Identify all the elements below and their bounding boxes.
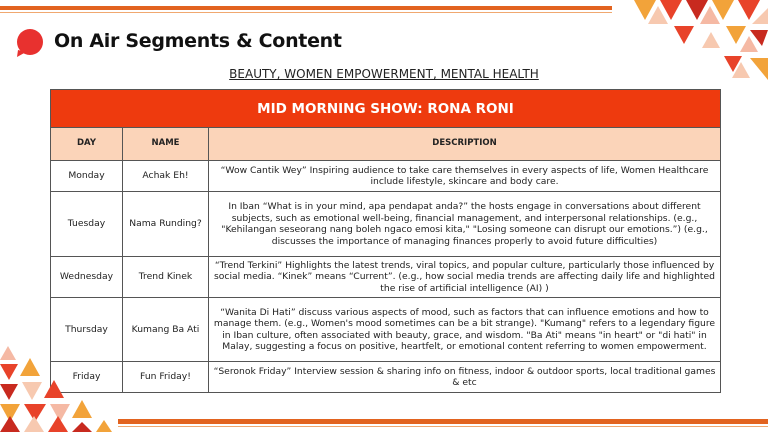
table-row	[51, 256, 720, 297]
bottom-accent-bar	[118, 419, 768, 424]
table-row	[51, 191, 720, 256]
show-title: MID MORNING SHOW: RONA RONI	[51, 90, 720, 127]
table-header-row	[51, 127, 720, 160]
bottom-accent-line	[118, 426, 768, 427]
schedule-table	[50, 89, 721, 393]
description-cell: “Trend Terkini” Highlights the latest trends, viral topics, and popular culture, particularly those influenced by social media. “Kinek” means “Current”. (e.g., how social media trends are affecting daily life and highlighted the rise of artificial intelligence (AI) )	[214, 259, 715, 294]
description-cell: In Iban “What is in your mind, apa pendapat anda?” the hosts engage in conversations about different subjects, such as emotional well-being, financial management, and interpersonal relationships. (e.g., "Kehilangan seseorang nang boleh ngaco emosi kita," "Losing someone can disrupt our emotions.”) (e.g., discusses the importance of managing finances properly to avoid future difficulties)	[221, 201, 708, 247]
segment-name-cell: Kumang Ba Ati	[123, 298, 209, 361]
description-cell: “Wow Cantik Wey” Inspiring audience to take care themselves in every aspects of life, Women Healthcare include lifestyle, skincare and body care.	[220, 164, 709, 187]
bottom-left-triangle-pattern	[0, 346, 118, 432]
segment-name-cell: Fun Friday!	[123, 362, 209, 392]
table-row	[51, 297, 720, 361]
top-accent-line	[0, 12, 612, 13]
page-title: On Air Segments & Content	[54, 30, 342, 52]
column-header-name: NAME	[123, 128, 209, 160]
page-subtitle: BEAUTY, WOMEN EMPOWERMENT, MENTAL HEALTH	[229, 67, 539, 81]
column-header-day: DAY	[51, 128, 123, 160]
table-row	[51, 160, 720, 191]
column-header-description: DESCRIPTION	[432, 138, 497, 149]
day-cell: Thursday	[51, 298, 123, 361]
speech-bubble-icon	[14, 28, 44, 58]
day-cell: Friday	[51, 362, 123, 392]
table-row	[51, 361, 720, 392]
description-cell: “Wanita Di Hati” discuss various aspects of mood, such as factors that can influence emotions and how to manage them. (e.g., Women's mood sometimes can be a bit strange). "Kumang" refers to a legendary figure in Iban culture, often associated with beauty, grace, and wisdom. "Ba Ati" means "in heart" or "di hati" in Malay, suggesting a focus on positive, heartfelt, or emotional content referring to women empowerment.	[213, 306, 716, 352]
segment-name-cell: Nama Runding?	[123, 192, 209, 256]
day-cell: Tuesday	[51, 192, 123, 256]
top-accent-bar	[0, 6, 612, 10]
segment-name-cell: Achak Eh!	[123, 161, 209, 191]
description-cell: “Seronok Friday” Interview session & sharing info on fitness, indoor & outdoor sports, local traditional games & etc	[213, 365, 716, 388]
segment-name-cell: Trend Kinek	[123, 257, 209, 297]
day-cell: Wednesday	[51, 257, 123, 297]
day-cell: Monday	[51, 161, 123, 191]
